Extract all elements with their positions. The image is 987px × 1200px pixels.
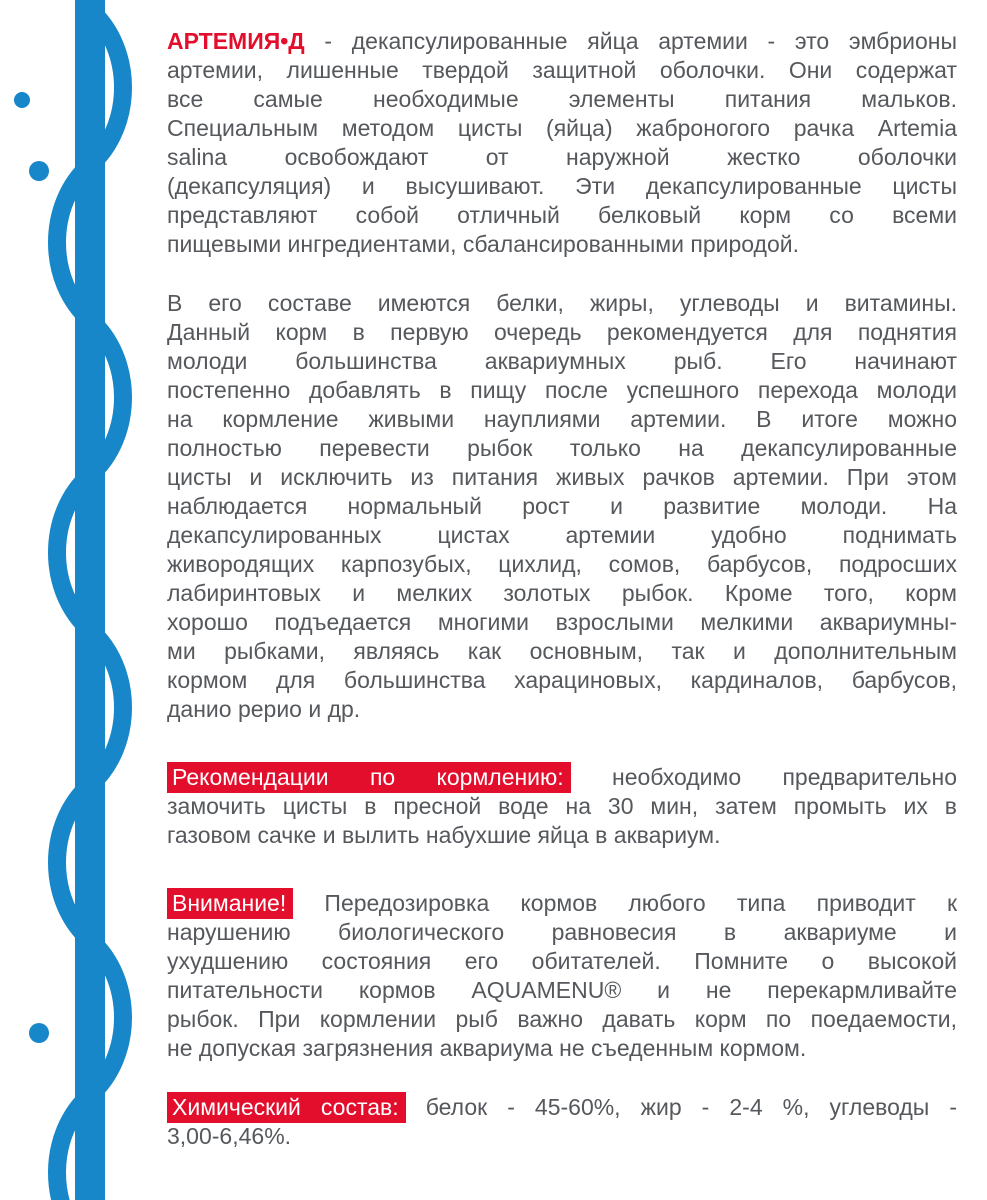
warning-label: Внимание! (167, 888, 293, 919)
intro-paragraph (167, 27, 957, 259)
product-description (167, 27, 957, 1181)
text-line: пищевыми ингредиентами, сбалансированными природой. (167, 231, 799, 257)
text-line: декапсулированных цистах артемии удобно поднимать (167, 522, 957, 548)
bubble-dot (29, 1023, 49, 1043)
chemical-composition-label: Химический состав: (167, 1092, 406, 1123)
text-line: питательности кормов AQUAMENU® и не перекармливайте (167, 977, 957, 1003)
text-line: Специальным методом цисты (яйца) жаброногого рачка Artemia (167, 115, 957, 141)
feeding-recommendations-label: Рекомендации по кормлению: (167, 762, 571, 793)
text-line: полностью перевести рыбок только на декапсулированные (167, 435, 957, 461)
text-line: рыбок. При кормлении рыб важно давать корм по поедаемости, (167, 1006, 957, 1032)
chemical-composition-paragraph (167, 1093, 957, 1151)
text-line (167, 1093, 957, 1122)
text-line: замочить цисты в пресной воде на 30 мин, затем промыть их в (167, 793, 957, 819)
text-line: (декапсуляция) и высушивают. Эти декапсулированные цисты (167, 173, 957, 199)
feeding-recommendations-paragraph (167, 763, 957, 850)
text-segment: - декапсулированные яйца артемии - это эмбрионы (324, 28, 957, 54)
text-line: все самые необходимые элементы питания мальков. (167, 86, 957, 112)
text-line (167, 889, 957, 918)
bubble-dot (29, 161, 49, 181)
text-line: нарушению биологического равновесия в аквариуме и (167, 919, 957, 945)
text-line: Данный корм в первую очередь рекомендуется для поднятия (167, 319, 957, 345)
text-line: В его составе имеются белки, жиры, углеводы и витамины. (167, 290, 957, 316)
product-name: АРТЕМИЯ•Д (167, 28, 305, 54)
text-line: на кормление живыми науплиями артемии. В итоге можно (167, 406, 957, 432)
composition-paragraph (167, 289, 957, 724)
text-segment: необходимо предварительно (612, 764, 957, 790)
text-line: 3,00-6,46%. (167, 1123, 292, 1149)
text-line: наблюдается нормальный рост и развитие молоди. На (167, 493, 957, 519)
text-line: представляют собой отличный белковый корм со всеми (167, 202, 957, 228)
text-line: живородящих карпозубых, цихлид, сомов, барбусов, подросших (167, 551, 957, 577)
text-line: молоди большинства аквариумных рыб. Его начинают (167, 348, 957, 374)
text-line: не допуская загрязнения аквариума не съеденным кормом. (167, 1035, 807, 1061)
text-segment: Передозировка кормов любого типа приводит к (324, 890, 958, 916)
warning-paragraph (167, 889, 957, 1063)
text-line: ми рыбками, являясь как основным, так и дополнительным (167, 638, 957, 664)
text-line (167, 763, 957, 792)
wave-decoration (0, 0, 160, 1200)
text-line: кормом для большинства харациновых, кардиналов, барбусов, (167, 667, 957, 693)
text-line: цисты и исключить из питания живых рачков артемии. При этом (167, 464, 957, 490)
text-line (167, 27, 957, 56)
text-line: данио рерио и др. (167, 696, 361, 722)
text-line: лабиринтовых и мелких золотых рыбок. Кроме того, корм (167, 580, 957, 606)
text-line: salina освобождают от наружной жестко оболочки (167, 144, 957, 170)
text-line: постепенно добавлять в пищу после успешного перехода молоди (167, 377, 957, 403)
bubble-dot (14, 92, 30, 108)
text-line: ухудшению состояния его обитателей. Помните о высокой (167, 948, 957, 974)
text-segment: белок - 45-60%, жир - 2-4 %, углеводы - (425, 1094, 958, 1120)
text-line: хорошо подъедается многими взрослыми мелкими аквариумны- (167, 609, 957, 635)
text-line: артемии, лишенные твердой защитной оболочки. Они содержат (167, 57, 957, 83)
text-line: газовом сачке и вылить набухшие яйца в аквариум. (167, 822, 721, 848)
